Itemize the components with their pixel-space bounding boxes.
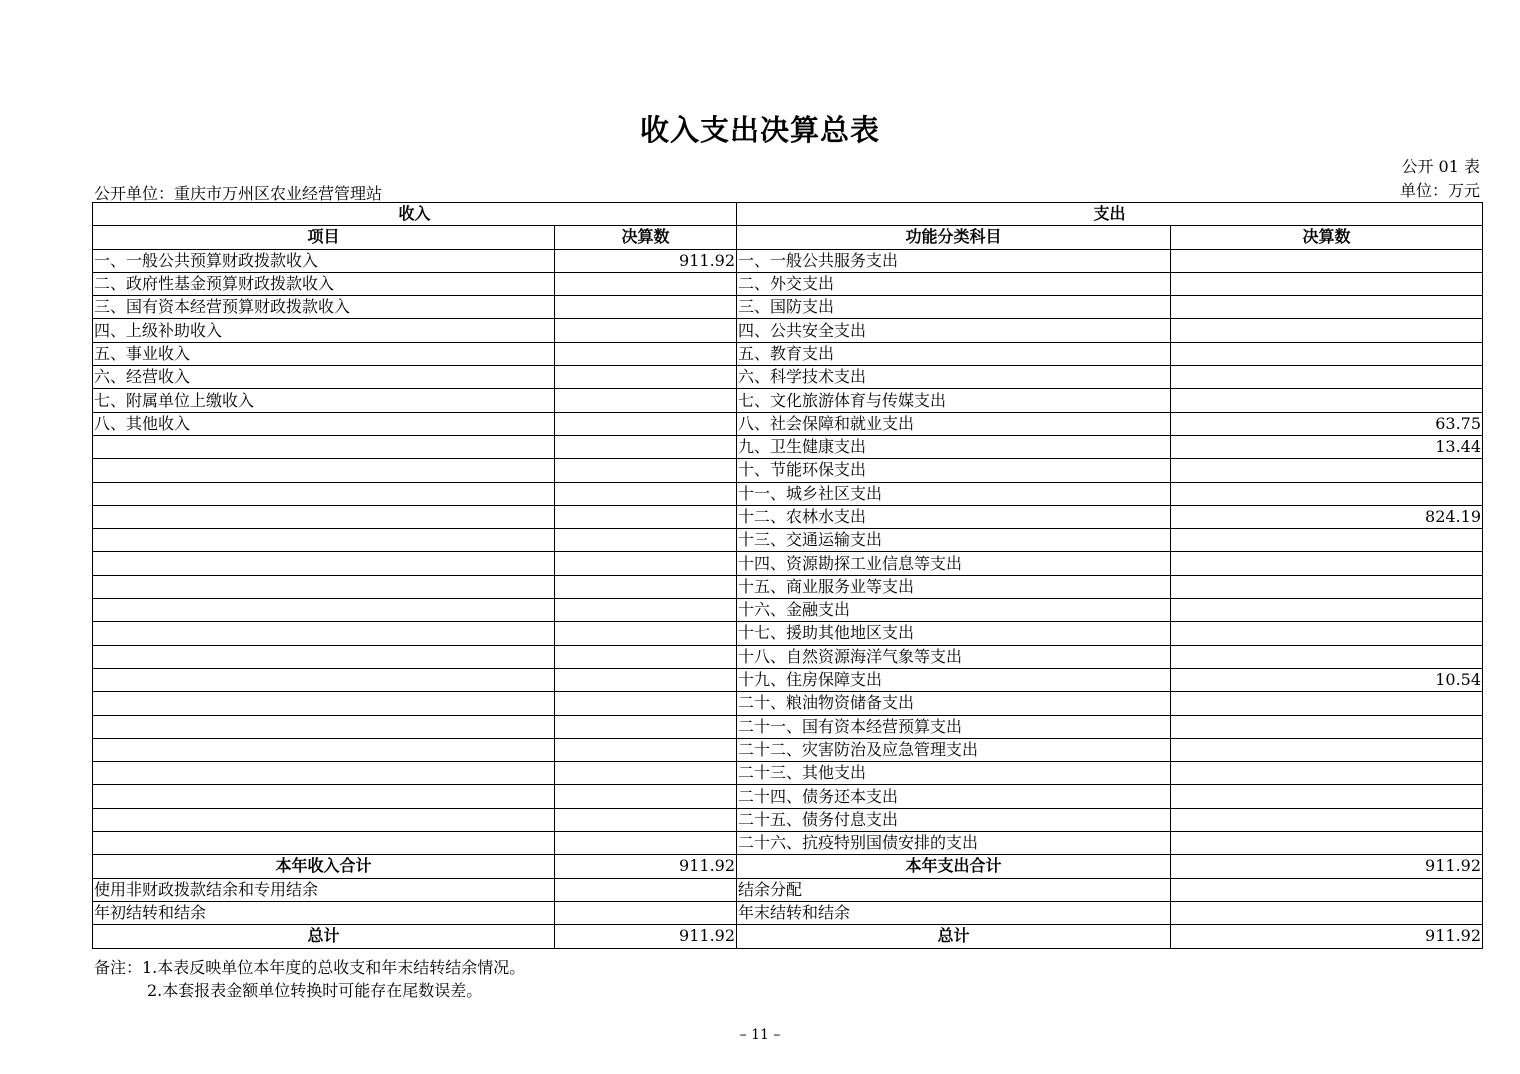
table-row <box>93 249 1483 272</box>
income-item: 五、事业收入 <box>93 342 555 365</box>
expense-item: 六、科学技术支出 <box>737 366 1171 389</box>
reporting-organization: 公开单位：重庆市万州区农业经营管理站 <box>94 184 383 203</box>
expense-amount <box>1171 459 1483 482</box>
income-amount <box>555 715 737 738</box>
expense-item: 二十、粮油物资储备支出 <box>737 692 1171 715</box>
table-row <box>93 435 1483 458</box>
expense-item: 十五、商业服务业等支出 <box>737 575 1171 598</box>
expense-amount <box>1171 645 1483 668</box>
expense-item: 二十一、国有资本经营预算支出 <box>737 715 1171 738</box>
currency-unit: 单位：万元 <box>1399 181 1480 200</box>
table-row <box>93 599 1483 622</box>
table-row <box>93 412 1483 435</box>
expense-item: 十三、交通运输支出 <box>737 529 1171 552</box>
income-item: 年初结转和结余 <box>93 901 555 924</box>
income-amount <box>555 319 737 342</box>
table-row <box>93 808 1483 831</box>
table-row <box>93 575 1483 598</box>
income-amount <box>555 435 737 458</box>
table-row <box>93 296 1483 319</box>
expense-amount <box>1171 692 1483 715</box>
table-row <box>93 459 1483 482</box>
section-header-row <box>93 203 1483 226</box>
income-amount <box>555 622 737 645</box>
income-item <box>93 435 555 458</box>
expense-item: 三、国防支出 <box>737 296 1171 319</box>
table-row <box>93 622 1483 645</box>
table-row <box>93 832 1483 855</box>
table-row <box>93 366 1483 389</box>
income-item <box>93 668 555 691</box>
income-item: 六、经营收入 <box>93 366 555 389</box>
expense-item: 十四、资源勘探工业信息等支出 <box>737 552 1171 575</box>
income-item <box>93 692 555 715</box>
expense-amount <box>1171 622 1483 645</box>
income-amount <box>555 785 737 808</box>
expense-amount <box>1171 366 1483 389</box>
expense-amount <box>1171 482 1483 505</box>
income-amount <box>555 901 737 924</box>
income-amount <box>555 529 737 552</box>
income-amount <box>555 878 737 901</box>
expense-item: 十六、金融支出 <box>737 599 1171 622</box>
expense-item: 二十二、灾害防治及应急管理支出 <box>737 738 1171 761</box>
expense-amount <box>1171 599 1483 622</box>
income-item <box>93 459 555 482</box>
table-row <box>93 715 1483 738</box>
expense-amount <box>1171 529 1483 552</box>
expense-amount <box>1171 342 1483 365</box>
expense-section-header: 支出 <box>737 203 1483 226</box>
income-amount <box>555 575 737 598</box>
expense-item: 二十五、债务付息支出 <box>737 808 1171 831</box>
notes <box>94 956 525 1002</box>
expense-amount <box>1171 389 1483 412</box>
income-amount: 911.92 <box>555 249 737 272</box>
income-total-amount: 911.92 <box>555 925 737 948</box>
income-item <box>93 622 555 645</box>
income-amount <box>555 645 737 668</box>
table-row <box>93 692 1483 715</box>
expense-item: 二十三、其他支出 <box>737 762 1171 785</box>
income-amount <box>555 296 737 319</box>
income-amount <box>555 412 737 435</box>
income-item <box>93 808 555 831</box>
income-item: 使用非财政拨款结余和专用结余 <box>93 878 555 901</box>
table-row <box>93 738 1483 761</box>
table-row <box>93 342 1483 365</box>
income-amount <box>555 366 737 389</box>
expense-item: 年末结转和结余 <box>737 901 1171 924</box>
income-amount <box>555 762 737 785</box>
income-item: 七、附属单位上缴收入 <box>93 389 555 412</box>
income-item <box>93 552 555 575</box>
expense-subtotal-amount: 911.92 <box>1171 855 1483 878</box>
income-amount <box>555 808 737 831</box>
table-row <box>93 668 1483 691</box>
income-section-header: 收入 <box>93 203 737 226</box>
income-amount <box>555 389 737 412</box>
expense-amount <box>1171 319 1483 342</box>
income-item: 三、国有资本经营预算财政拨款收入 <box>93 296 555 319</box>
income-item <box>93 785 555 808</box>
income-expense-table <box>92 202 1483 949</box>
table-row <box>93 785 1483 808</box>
function-column-header: 功能分类科目 <box>737 226 1171 249</box>
total-row <box>93 925 1483 948</box>
income-amount <box>555 832 737 855</box>
income-item <box>93 505 555 528</box>
table-row <box>93 645 1483 668</box>
expense-amount: 13.44 <box>1171 435 1483 458</box>
income-subtotal-label: 本年收入合计 <box>93 855 555 878</box>
form-number: 公开 01 表 <box>1401 157 1480 176</box>
page-number: – 11 – <box>739 1027 781 1043</box>
expense-amount: 824.19 <box>1171 505 1483 528</box>
table-row <box>93 901 1483 924</box>
income-item: 二、政府性基金预算财政拨款收入 <box>93 272 555 295</box>
note-line-1: 备注：1.本表反映单位本年度的总收支和年末结转结余情况。 <box>94 958 526 977</box>
expense-item: 结余分配 <box>737 878 1171 901</box>
income-item <box>93 599 555 622</box>
expense-item: 二十四、债务还本支出 <box>737 785 1171 808</box>
income-item <box>93 738 555 761</box>
expense-item: 十、节能环保支出 <box>737 459 1171 482</box>
expense-amount <box>1171 715 1483 738</box>
expense-item: 七、文化旅游体育与传媒支出 <box>737 389 1171 412</box>
expense-amount <box>1171 272 1483 295</box>
income-amount <box>555 342 737 365</box>
income-amount <box>555 599 737 622</box>
expense-amount <box>1171 762 1483 785</box>
expense-item: 十七、援助其他地区支出 <box>737 622 1171 645</box>
income-amount <box>555 482 737 505</box>
expense-item: 二、外交支出 <box>737 272 1171 295</box>
income-item <box>93 575 555 598</box>
income-item <box>93 482 555 505</box>
expense-amount <box>1171 575 1483 598</box>
expense-amount <box>1171 901 1483 924</box>
expense-item: 十二、农林水支出 <box>737 505 1171 528</box>
income-amount <box>555 459 737 482</box>
expense-amount <box>1171 738 1483 761</box>
table-row <box>93 552 1483 575</box>
income-item: 一、一般公共预算财政拨款收入 <box>93 249 555 272</box>
expense-item: 十八、自然资源海洋气象等支出 <box>737 645 1171 668</box>
expense-amount <box>1171 878 1483 901</box>
table-row <box>93 529 1483 552</box>
subtotal-row <box>93 855 1483 878</box>
income-amount <box>555 668 737 691</box>
expense-amount <box>1171 808 1483 831</box>
expense-item: 十一、城乡社区支出 <box>737 482 1171 505</box>
expense-amount <box>1171 552 1483 575</box>
income-amount-column-header: 决算数 <box>555 226 737 249</box>
income-item: 四、上级补助收入 <box>93 319 555 342</box>
table-row <box>93 505 1483 528</box>
expense-amount: 10.54 <box>1171 668 1483 691</box>
income-total-label: 总计 <box>93 925 555 948</box>
note-line-2: 2.本套报表金额单位转换时可能存在尾数误差。 <box>147 981 483 1000</box>
income-item: 八、其他收入 <box>93 412 555 435</box>
expense-item: 五、教育支出 <box>737 342 1171 365</box>
table-row <box>93 272 1483 295</box>
expense-item: 九、卫生健康支出 <box>737 435 1171 458</box>
table-row <box>93 878 1483 901</box>
income-item <box>93 762 555 785</box>
expense-item: 二十六、抗疫特别国债安排的支出 <box>737 832 1171 855</box>
expense-total-label: 总计 <box>737 925 1171 948</box>
income-amount <box>555 738 737 761</box>
income-item <box>93 832 555 855</box>
expense-amount: 63.75 <box>1171 412 1483 435</box>
table-row <box>93 762 1483 785</box>
page-title: 收入支出决算总表 <box>639 113 880 147</box>
expense-amount <box>1171 785 1483 808</box>
income-subtotal-amount: 911.92 <box>555 855 737 878</box>
column-header-row <box>93 226 1483 249</box>
table-row <box>93 389 1483 412</box>
expense-amount <box>1171 296 1483 319</box>
income-amount <box>555 552 737 575</box>
expense-item: 四、公共安全支出 <box>737 319 1171 342</box>
expense-total-amount: 911.92 <box>1171 925 1483 948</box>
income-amount <box>555 692 737 715</box>
expense-item: 八、社会保障和就业支出 <box>737 412 1171 435</box>
expense-amount <box>1171 832 1483 855</box>
expense-item: 十九、住房保障支出 <box>737 668 1171 691</box>
expense-subtotal-label: 本年支出合计 <box>737 855 1171 878</box>
table-row <box>93 482 1483 505</box>
table-body <box>93 249 1483 855</box>
income-item <box>93 645 555 668</box>
income-amount <box>555 505 737 528</box>
expense-item: 一、一般公共服务支出 <box>737 249 1171 272</box>
table-row <box>93 319 1483 342</box>
expense-amount <box>1171 249 1483 272</box>
expense-amount-column-header: 决算数 <box>1171 226 1483 249</box>
item-column-header: 项目 <box>93 226 555 249</box>
income-amount <box>555 272 737 295</box>
income-item <box>93 529 555 552</box>
income-item <box>93 715 555 738</box>
